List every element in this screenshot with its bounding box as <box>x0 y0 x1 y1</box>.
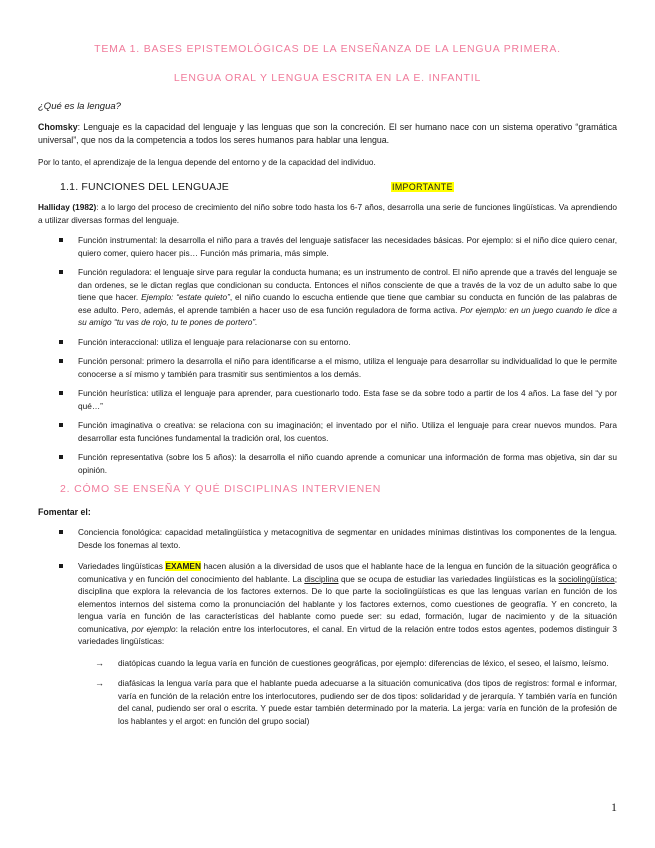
function-personal <box>38 355 617 380</box>
arrow-right-icon: → <box>95 657 104 668</box>
function-text: Función imaginativa o creativa: se relaciona con su imaginación; el inventado por el niño. Utiliza el lenguaje para crear nuevos mundos. Para desarrollar esta funciónes fundamental la tradición oral, los cuentos. <box>78 420 617 443</box>
halliday-text: : a lo largo del proceso de crecimiento del niño sobre todo hasta los 6-7 años, desarrolla una serie de funciones lingüísticas. Va aprendiendo a utilizar diversas formas del lenguaje. <box>38 202 617 225</box>
chomsky-text: : Lenguaje es la capacidad del lenguaje y las lenguas que son la concreción. El ser humano nace con un sistema operativo “gramática universal”, que nos da la competencia a todos los seres humanos para hablar una lengua. <box>38 122 617 145</box>
subitem-diafasicas <box>38 677 617 727</box>
function-representativa <box>38 451 617 476</box>
foment-list <box>38 526 617 648</box>
function-text: Función personal: primero la desarrolla el niño para identificarse a el mismo, utiliza el lenguaje para desarrollar su individualidad lo que le permite conocerse a sí mismo y también para trasmitir sus sentimientos a los demás. <box>78 356 617 379</box>
item-text: ; disciplina que explora la relevancia de los factores externos. De lo que parte la sociolingüísticas es que las lenguas varían en función de los elementos internos del sistema como la pronunciación del hablante y los factores externos, como cuestiones de geografía. Y en concreto, la lengua varía en función de las características del hablante como puede ser: su edad, formación, lugar de nacimiento y de la situación comunicativa, <box>78 573 617 634</box>
section1-heading-row <box>60 181 617 193</box>
underlined-term: disciplina <box>304 573 339 584</box>
functions-list <box>38 234 617 476</box>
arrow-right-icon: → <box>95 678 104 688</box>
function-example: Ejemplo: “estate quieto” <box>141 292 230 302</box>
function-text: Función interaccional: utiliza el lenguaje para relacionarse con su entorno. <box>78 336 351 347</box>
document-title-line1: TEMA 1. BASES EPISTEMOLÓGICAS DE LA ENSEÑANZA DE LA LENGUA PRIMERA. <box>94 43 561 55</box>
function-heuristica <box>38 387 617 412</box>
function-imaginativa <box>38 419 617 444</box>
item-text: : la relación entre los interlocutores, el canal. En virtud de la relación entre todos estos agentes, podemos distinguir 3 variedades lingüísticas: <box>78 623 617 646</box>
function-text: Función heurística: utiliza el lenguaje para aprender, para cuestionarlo todo. Esta fase se da sobre todo a partir de los 4 años. La fase del “y por qué…” <box>78 388 617 411</box>
function-interaccional <box>38 336 617 349</box>
function-text: , el niño cuando lo escucha entiende que tiene que cambiar su conducta en función de las palabras de ese adulto. Pero, además, el aprende también a hacer uso de esa función reguladora de forma activa. <box>78 292 618 315</box>
therefore-paragraph: Por lo tanto, el aprendizaje de la lengua depende del entorno y de la capacidad del individuo. <box>38 158 376 167</box>
subitem-text: diafásicas la lengua varía para que el hablante pueda adecuarse a la situación comunicativa (dos tipos de registros: formal e informar, varía en función de la relación entre los interlocutores, pudiendo ser de dos tipos: solidaridad y de jerarquía. Y también varía en función del canal, pudiendo ser oral o escrita. Y puede estar también determinado por la materia. La jerga: varía en función de la profesión de los hablantes y el argot: en función del grupo social) <box>118 678 617 726</box>
square-bullet-icon <box>59 564 63 568</box>
square-bullet-icon <box>59 340 63 344</box>
halliday-paragraph <box>38 201 617 226</box>
item-conciencia-fonologica <box>38 526 617 551</box>
square-bullet-icon <box>59 423 63 427</box>
item-text: Variedades lingüísticas <box>78 561 166 571</box>
chomsky-paragraph <box>38 121 617 147</box>
function-reguladora <box>38 266 617 329</box>
exam-badge: EXAMEN <box>165 561 201 571</box>
item-example: por ejemplo <box>131 623 176 634</box>
halliday-label: Halliday (1982) <box>38 202 97 212</box>
square-bullet-icon <box>59 270 63 274</box>
important-badge: IMPORTANTE <box>391 182 453 192</box>
square-bullet-icon <box>59 391 63 395</box>
subitem-text: diatópicas cuando la legua varía en función de cuestiones geográficas, por ejemplo: diferencias de léxico, el seseo, el laísmo, leísmo. <box>118 657 609 668</box>
section1-heading: 1.1. FUNCIONES DEL LENGUAJE <box>60 181 229 193</box>
function-instrumental <box>38 234 617 259</box>
item-text: hacen alusión a la diversidad de usos que el hablante hace de la lengua en función de la situación geográfica o comunicativa y en función del conocimiento del hablante. La <box>78 561 617 584</box>
square-bullet-icon <box>59 455 63 459</box>
item-text: Conciencia fonológica: capacidad metalingüística y metacognitiva de segmentar en unidades mínimas distintivas los componentes de la lengua. Desde los fonemas al texto. <box>78 527 617 550</box>
square-bullet-icon <box>59 359 63 363</box>
square-bullet-icon <box>59 530 63 534</box>
function-text: Función instrumental: la desarrolla el niño para a través del lenguaje satisfacer las necesidades básicas. Por ejemplo: si el niño dice quiero cenar, quiero comer, quiero hacer pis… Función más primaria, más simple. <box>78 235 617 258</box>
item-text: que se ocupa de estudiar las variedades lingüísticas es la <box>338 573 559 584</box>
document-title-line2: LENGUA ORAL Y LENGUA ESCRITA EN LA E. INFANTIL <box>173 72 482 84</box>
function-text: Función reguladora: el lenguaje sirve para regular la conducta humana; es un instrumento de control. El niño aprende que a través del lenguaje se dan ordenes, se le dictan reglas que condicionan su conducta. Entonces el niños consciente de que a través de la voz de un adulto sabe lo que tiene que hacer. <box>78 267 617 302</box>
varieties-sublist <box>38 657 617 728</box>
chomsky-label: Chomsky <box>38 122 78 132</box>
intro-question: ¿Qué es la lengua? <box>38 101 121 112</box>
item-variedades-linguisticas <box>38 560 617 648</box>
foment-label: Fomentar el: <box>38 507 91 517</box>
page-number: 1 <box>611 800 617 814</box>
subitem-diatopicas <box>38 657 617 670</box>
section2-heading: 2. CÓMO SE ENSEÑA Y QUÉ DISCIPLINAS INTERVIENEN <box>60 483 382 495</box>
function-text: Función representativa (sobre los 5 años): la desarrolla el niño cuando aprende a comunicar una información de forma mas objetiva, sin dar su opinión. <box>78 452 617 475</box>
function-example: Por ejemplo: en un juego cuando le dice a su amigo “tu vas de rojo, tu te pones de portero”. <box>78 304 618 327</box>
square-bullet-icon <box>59 238 63 242</box>
underlined-term: sociolingüística <box>558 573 615 584</box>
